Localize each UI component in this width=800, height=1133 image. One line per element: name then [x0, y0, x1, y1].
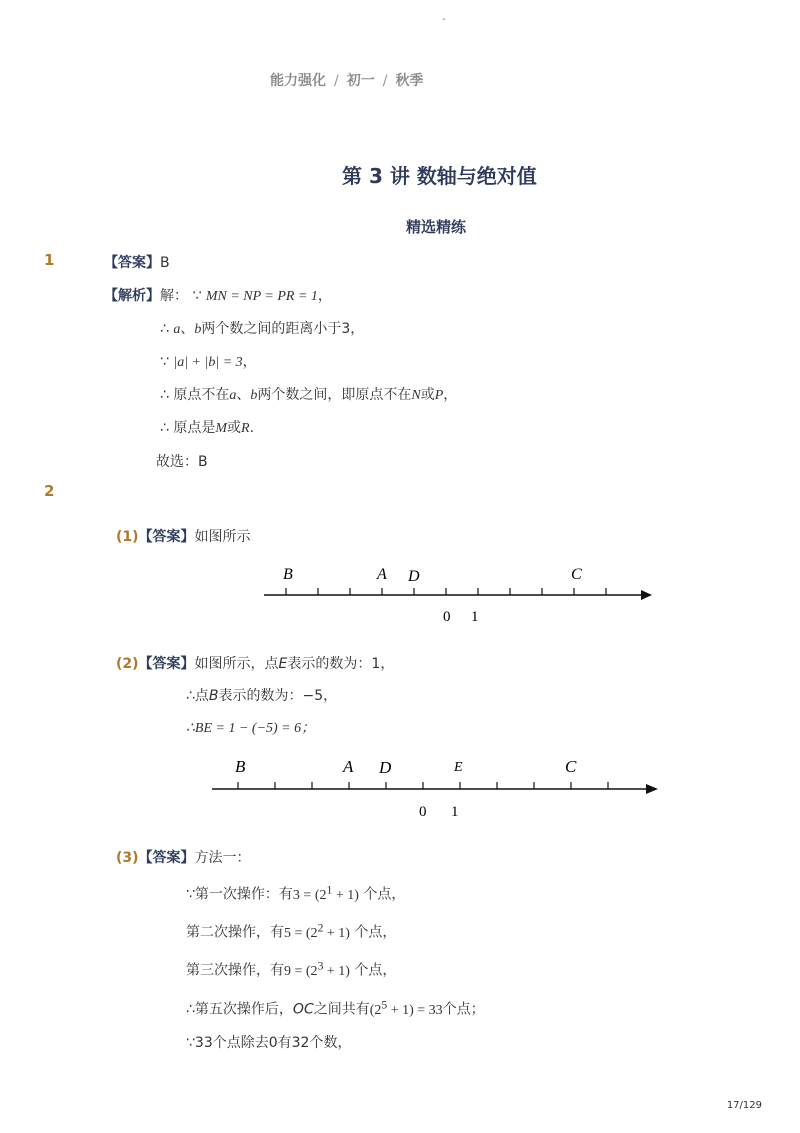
text: ∴ 原点是	[160, 420, 216, 436]
text: 表示的数为：−5，	[218, 688, 338, 704]
exponent: 5	[381, 998, 388, 1011]
answer-value: B	[160, 255, 170, 271]
breadcrumb-term: 秋季	[395, 73, 424, 89]
answer-tag: 【答案】	[138, 850, 195, 866]
tick-label-1: 1	[471, 609, 479, 625]
breadcrumb: 能力强化 / 初一 / 秋季	[270, 73, 424, 89]
math-expression: |a| + |b| = 3	[173, 355, 243, 370]
math-expression: + 1) = 33	[387, 1002, 443, 1018]
q2-part3-line-5: ∵33个点除去0有32个数，	[186, 1035, 352, 1051]
text: 表示的数为：1，	[287, 656, 395, 672]
breadcrumb-level: 能力强化	[270, 73, 326, 89]
math-expression: 9 = (2	[284, 963, 318, 979]
ticks	[238, 782, 608, 789]
math-var: a	[229, 388, 237, 403]
ticks	[286, 588, 606, 595]
point-label-a: A	[343, 757, 354, 776]
math-expression: 3 = (2	[292, 887, 327, 903]
text: ，	[242, 354, 257, 370]
math-expression: + 1)	[323, 925, 350, 941]
answer-text: 方法一：	[194, 850, 251, 866]
point-label-a: A	[377, 566, 387, 583]
text: ∴	[160, 321, 174, 337]
text: ，	[317, 288, 332, 304]
part-label: (3)	[116, 850, 139, 866]
text: 如图所示，点	[194, 656, 279, 672]
text: 、	[180, 321, 195, 337]
point-label-c: C	[571, 566, 582, 583]
point-label-b: B	[283, 566, 293, 583]
q2-part1-answer	[116, 526, 251, 546]
text: 个点，	[349, 962, 397, 979]
math-var: N	[411, 388, 421, 403]
math-var: a	[173, 322, 181, 337]
text: 第二次操作，有	[186, 924, 284, 941]
math-var: b	[250, 388, 258, 403]
q2-part3-line-3	[186, 959, 396, 980]
point-label-b: B	[235, 757, 246, 776]
answer-text: 如图所示	[194, 529, 251, 545]
answer-tag: 【答案】	[138, 529, 195, 545]
axis-arrow	[646, 784, 658, 794]
text: ，	[443, 387, 458, 403]
q1-conclusion: 故选：B	[156, 454, 208, 470]
question-number-1: 1	[44, 251, 55, 269]
point-label-d: D	[379, 758, 392, 777]
section-subtitle: 精选精练	[406, 218, 467, 236]
point-label-d: D	[408, 568, 420, 585]
math-var: b	[194, 322, 202, 337]
math-var: B	[208, 688, 219, 704]
part-label: (1)	[116, 529, 139, 545]
text: ∴第五次操作后，	[186, 1001, 293, 1018]
exponent: 3	[317, 959, 324, 972]
axis-arrow	[641, 590, 652, 600]
math-var: E	[278, 656, 288, 672]
text: 第三次操作，有	[186, 962, 284, 979]
math-var: OC	[292, 1001, 314, 1018]
q2-part2-line-2	[186, 685, 337, 705]
text: ∴ 原点不在	[160, 387, 230, 403]
point-label-c: C	[565, 757, 577, 776]
text: 两个数之间的距离小于3，	[201, 321, 365, 337]
tick-label-0: 0	[443, 609, 451, 625]
q2-part3-line-2	[186, 921, 396, 942]
number-line-2	[206, 752, 666, 824]
math-var: P	[434, 388, 444, 403]
q1-analysis-line-1	[104, 285, 332, 305]
exponent: 1	[326, 883, 333, 896]
breadcrumb-grade: 初一	[346, 73, 375, 89]
q1-analysis-line-4	[160, 384, 457, 404]
exponent: 2	[317, 921, 324, 934]
math-var: R	[241, 421, 250, 436]
math-expression: 5 = (2	[284, 925, 318, 941]
text: 个点；	[442, 1001, 485, 1018]
page-title: 第 3 讲 数轴与绝对值	[342, 164, 537, 188]
q2-part2-answer	[116, 653, 394, 673]
header-dash: -	[442, 14, 446, 25]
q1-answer	[104, 252, 170, 272]
q1-analysis-line-5	[160, 417, 254, 437]
math-expression: MN = NP = PR = 1	[205, 289, 318, 304]
math-expression: + 1)	[332, 887, 359, 903]
question-number-2: 2	[44, 482, 55, 500]
q2-part3-line-4	[186, 998, 485, 1019]
text: 、	[236, 387, 251, 403]
math-var: M	[215, 421, 228, 436]
point-label-e: E	[454, 760, 463, 775]
text: 个点，	[358, 886, 406, 903]
math-expression: (2	[369, 1002, 382, 1018]
q2-part3-answer	[116, 847, 251, 867]
text: 解： ∵	[160, 288, 206, 304]
number-line-1	[258, 560, 658, 630]
text: 两个数之间，即原点不在	[257, 387, 412, 403]
math-expression: + 1)	[323, 963, 350, 979]
text: .	[249, 420, 255, 436]
text: 个点，	[349, 924, 397, 941]
text: 之间共有	[313, 1001, 370, 1018]
answer-tag: 【答案】	[104, 255, 160, 271]
tick-label-1: 1	[451, 804, 459, 820]
page-number: 17/129	[726, 1100, 762, 1111]
q1-analysis-line-3	[160, 351, 257, 371]
analysis-tag: 【解析】	[104, 288, 160, 304]
text: ∵	[160, 354, 174, 370]
part-label: (2)	[116, 656, 139, 672]
q2-part2-line-3: ∴BE = 1 − (−5) = 6；	[186, 721, 316, 736]
q2-part3-line-1	[186, 883, 405, 904]
text: 或	[420, 387, 435, 403]
q1-analysis-line-2	[160, 318, 364, 338]
text: ∴点	[186, 688, 209, 704]
text: 或	[227, 420, 242, 436]
answer-tag: 【答案】	[138, 656, 195, 672]
text: ∵第一次操作：有	[186, 886, 293, 903]
tick-label-0: 0	[419, 804, 427, 820]
